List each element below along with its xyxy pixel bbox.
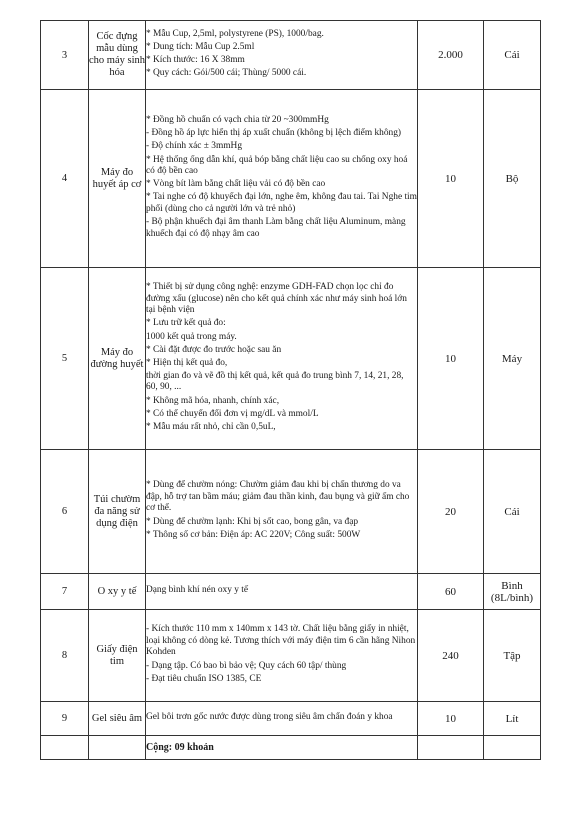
- item-unit: Cái: [484, 450, 541, 574]
- table-row: [41, 90, 541, 268]
- spec-line: thời gian đo và vẽ đồ thị kết quả, kết quả đo trung bình 7, 14, 21, 28, 60, 90, ...: [146, 370, 404, 393]
- total-label: Cộng: 09 khoản: [146, 736, 418, 760]
- row-number: 7: [41, 574, 89, 610]
- item-quantity: 60: [418, 574, 484, 610]
- spec-line: - Bộ phận khuếch đại âm thanh Làm bằng chất liệu Aluminum, màng khuếch đại có độ nhạy âm cao: [146, 217, 406, 239]
- spec-line: * Thông số cơ bản: Điện áp: AC 220V; Công suất: 500W: [146, 529, 361, 540]
- table-row: [41, 268, 541, 450]
- spec-line: * Lưu trữ kết quả đo:: [146, 318, 226, 329]
- row-number: 5: [41, 268, 89, 450]
- spec-line: * Kích thước: 16 X 38mm: [146, 55, 245, 65]
- item-unit: Bộ: [484, 90, 541, 268]
- item-name: O xy y tế: [89, 574, 146, 610]
- spec-line: - Đồng hồ áp lực hiển thị áp xuất chuẩn (không bị lệch điểm không): [146, 128, 402, 139]
- equipment-table-body: [41, 21, 541, 760]
- spec-line: * Cài đặt được đo trước hoặc sau ăn: [146, 344, 282, 355]
- spec-line: * Vòng bít làm bằng chất liệu vải có độ bền cao: [146, 179, 326, 190]
- item-specification: [146, 702, 418, 736]
- row-number: 3: [41, 21, 89, 90]
- item-name: Gel siêu âm: [89, 702, 146, 736]
- item-unit: Bình (8L/bình): [484, 574, 541, 610]
- item-unit: Tập: [484, 610, 541, 702]
- spec-line: 1000 kết quả trong máy.: [146, 331, 237, 342]
- spec-line: - Kích thước 110 mm x 140mm x 143 tờ. Chất liệu bằng giấy in nhiệt, loại không có dòng kẻ. Tương thích với máy điện tim 6 cần hãng Nihon Kohden: [146, 624, 416, 658]
- spec-line: * Dùng để chườm lạnh: Khi bị sốt cao, bong gân, va đạp: [146, 516, 359, 527]
- item-name: Giấy điện tim: [89, 610, 146, 702]
- spec-line: * Dung tích: Mẫu Cup 2.5ml: [146, 41, 255, 52]
- item-unit: Lít: [484, 702, 541, 736]
- table-row: [41, 574, 541, 610]
- spec-line: * Hệ thống ống dẫn khí, quả bóp bằng chất liệu cao su chống oxy hoá có độ bền cao: [146, 154, 408, 177]
- spec-line: * Có thể chuyển đổi đơn vị mg/dL và mmol/L: [146, 408, 319, 419]
- spec-line: * Mẫu Cup, 2,5ml, polystyrene (PS), 1000/bag.: [146, 28, 324, 39]
- spec-line: * Quy cách: Gói/500 cái; Thùng/ 5000 cái.: [146, 68, 307, 79]
- item-quantity: 10: [418, 702, 484, 736]
- table-row: [41, 450, 541, 574]
- row-number: 8: [41, 610, 89, 702]
- item-quantity: 10: [418, 90, 484, 268]
- item-specification: [146, 610, 418, 702]
- item-unit: Máy: [484, 268, 541, 450]
- item-name: Cốc đựng mẫu dùng cho máy sinh hóa: [89, 21, 146, 90]
- table-row: [41, 702, 541, 736]
- row-number: 9: [41, 702, 89, 736]
- spec-line: - Dạng tập. Có bao bì bảo vệ; Quy cách 60 tập/ thùng: [146, 660, 347, 671]
- spec-line: Dạng bình khí nén oxy y tế: [146, 584, 249, 595]
- total-row: [41, 736, 541, 760]
- item-quantity: 20: [418, 450, 484, 574]
- total-empty-cell: [41, 736, 89, 760]
- item-specification: [146, 21, 418, 90]
- total-empty-cell: [484, 736, 541, 760]
- spec-line: - Đạt tiêu chuẩn ISO 1385, CE: [146, 673, 262, 684]
- spec-line: * Đồng hồ chuẩn có vạch chia từ 20 ~300mmHg: [146, 115, 329, 126]
- total-empty-cell: [89, 736, 146, 760]
- item-name: Máy đo huyết áp cơ: [89, 90, 146, 268]
- row-number: 6: [41, 450, 89, 574]
- table-row: [41, 21, 541, 90]
- item-name: Túi chườm đa năng sử dụng điện: [89, 450, 146, 574]
- item-quantity: 10: [418, 268, 484, 450]
- equipment-table: [40, 20, 541, 760]
- spec-line: * Dùng để chườm nóng: Chườm giảm đau khi bị chấn thương do va đập, hỗ trợ tan bầm máu; giảm đau thần kinh, đau bụng và giữ ấm cho cơ thể.: [146, 480, 410, 514]
- spec-line: * Thiết bị sử dụng công nghệ: enzyme GDH-FAD chọn lọc chỉ đo đường xấu (glucose) nên cho kết quả chính xác như máy sinh hoá lớn tại bệnh viện: [146, 282, 407, 316]
- item-specification: [146, 450, 418, 574]
- item-quantity: 240: [418, 610, 484, 702]
- item-specification: [146, 268, 418, 450]
- spec-line: - Độ chính xác ± 3mmHg: [146, 141, 243, 152]
- item-specification: [146, 574, 418, 610]
- spec-line: * Mẫu máu rất nhỏ, chỉ cần 0,5uL,: [146, 421, 276, 432]
- total-empty-cell: [418, 736, 484, 760]
- spec-line: * Không mã hóa, nhanh, chính xác,: [146, 395, 280, 406]
- item-name: Máy đo đường huyết: [89, 268, 146, 450]
- spec-line: Gel bôi trơn gốc nước được dùng trong siêu âm chẩn đoán y khoa: [146, 711, 393, 722]
- row-number: 4: [41, 90, 89, 268]
- item-quantity: 2.000: [418, 21, 484, 90]
- item-unit: Cái: [484, 21, 541, 90]
- item-specification: [146, 90, 418, 268]
- table-row: [41, 610, 541, 702]
- spec-line: * Tai nghe có độ khuyếch đại lớn, nghe êm, không đau tai. Tai Nghe tim phổi (dùng cho cả người lớn và trẻ nhỏ): [146, 192, 417, 214]
- spec-line: * Hiện thị kết quả đo,: [146, 357, 228, 368]
